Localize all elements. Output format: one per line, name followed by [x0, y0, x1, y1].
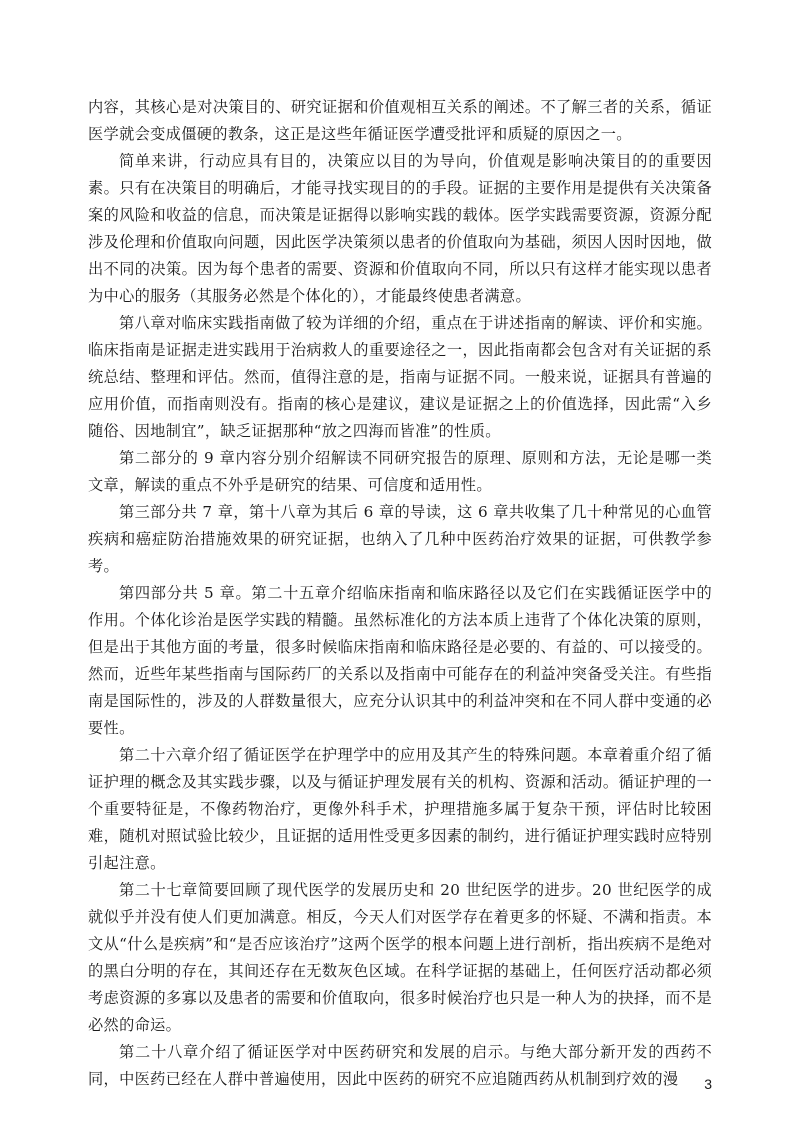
page-body [88, 94, 712, 1093]
paragraph-continuation: 内容，其核心是对决策目的、研究证据和价值观相互关系的阐述。不了解三者的关系，循证医学就会变成僵硬的教条，这正是这些年循证医学遭受批评和质疑的原因之一。 [88, 98, 712, 143]
paragraph-part-2: 第二部分的 9 章内容分别介绍解读不同研究报告的原理、原则和方法，无论是哪一类文章，解读的重点不外乎是研究的结果、可信度和适用性。 [88, 449, 712, 494]
paragraph-chapter-28: 第二十八章介绍了循证医学对中医药研究和发展的启示。与绝大部分新开发的西药不同，中医药已经在人群中普遍使用，因此中医药的研究不应追随西药从机制到疗效的漫 [88, 1043, 712, 1088]
page-number: 3 [704, 1076, 712, 1092]
paragraph-chapter-26: 第二十六章介绍了循证医学在护理学中的应用及其产生的特殊问题。本章着重介绍了循证护理的概念及其实践步骤，以及与循证护理发展有关的机构、资源和活动。循证护理的一个重要特征是，不像药物治疗，更像外科手术，护理措施多属于复杂干预，评估时比较困难，随机对照试验比较少，且证据的适用性受更多因素的制约，进行循证护理实践时应特别引起注意。 [88, 746, 712, 872]
paragraph-decision-purpose: 简单来讲，行动应具有目的，决策应以目的为导向，价值观是影响决策目的的重要因素。只有在决策目的明确后，才能寻找实现目的的手段。证据的主要作用是提供有关决策备案的风险和收益的信息，而决策是证据得以影响实践的载体。医学实践需要资源，资源分配涉及伦理和价值取向问题，因此医学决策须以患者的价值取向为基础，须因人因时因地，做出不同的决策。因为每个患者的需要、资源和价值取向不同，所以只有这样才能实现以患者为中心的服务（其服务必然是个体化的），才能最终使患者满意。 [88, 152, 712, 305]
paragraph-part-3: 第三部分共 7 章，第十八章为其后 6 章的导读，这 6 章共收集了几十种常见的心血管疾病和癌症防治措施效果的研究证据，也纳入了几种中医药治疗效果的证据，可供教学参考。 [88, 503, 712, 575]
paragraph-chapter-8: 第八章对临床实践指南做了较为详细的介绍，重点在于讲述指南的解读、评价和实施。临床指南是证据走进实践用于治病救人的重要途径之一，因此指南都会包含对有关证据的系统总结、整理和评估。然而，值得注意的是，指南与证据不同。一般来说，证据具有普遍的应用价值，而指南则没有。指南的核心是建议，建议是证据之上的价值选择，因此需“入乡随俗、因地制宜”，缺乏证据那种“放之四海而皆准”的性质。 [88, 314, 712, 440]
paragraph-chapter-27: 第二十七章简要回顾了现代医学的发展历史和 20 世纪医学的进步。20 世纪医学的成就似乎并没有使人们更加满意。相反，今天人们对医学存在着更多的怀疑、不满和指责。本文从“什么是疾病”和“是否应该治疗”这两个医学的根本问题上进行剖析，指出疾病不是绝对的黑白分明的存在，其间还存在无数灰色区域。在科学证据的基础上，任何医疗活动都必须考虑资源的多寡以及患者的需要和价值取向，很多时候治疗也只是一种人为的抉择，而不是必然的命运。 [88, 881, 712, 1034]
paragraph-part-4: 第四部分共 5 章。第二十五章介绍临床指南和临床路径以及它们在实践循证医学中的作用。个体化诊治是医学实践的精髓。虽然标准化的方法本质上违背了个体化决策的原则，但是出于其他方面的考量，很多时候临床指南和临床路径是必要的、有益的、可以接受的。然而，近些年某些指南与国际药厂的关系以及指南中可能存在的利益冲突备受关注。有些指南是国际性的，涉及的人群数量很大，应充分认识其中的利益冲突和在不同人群中变通的必要性。 [88, 584, 712, 737]
